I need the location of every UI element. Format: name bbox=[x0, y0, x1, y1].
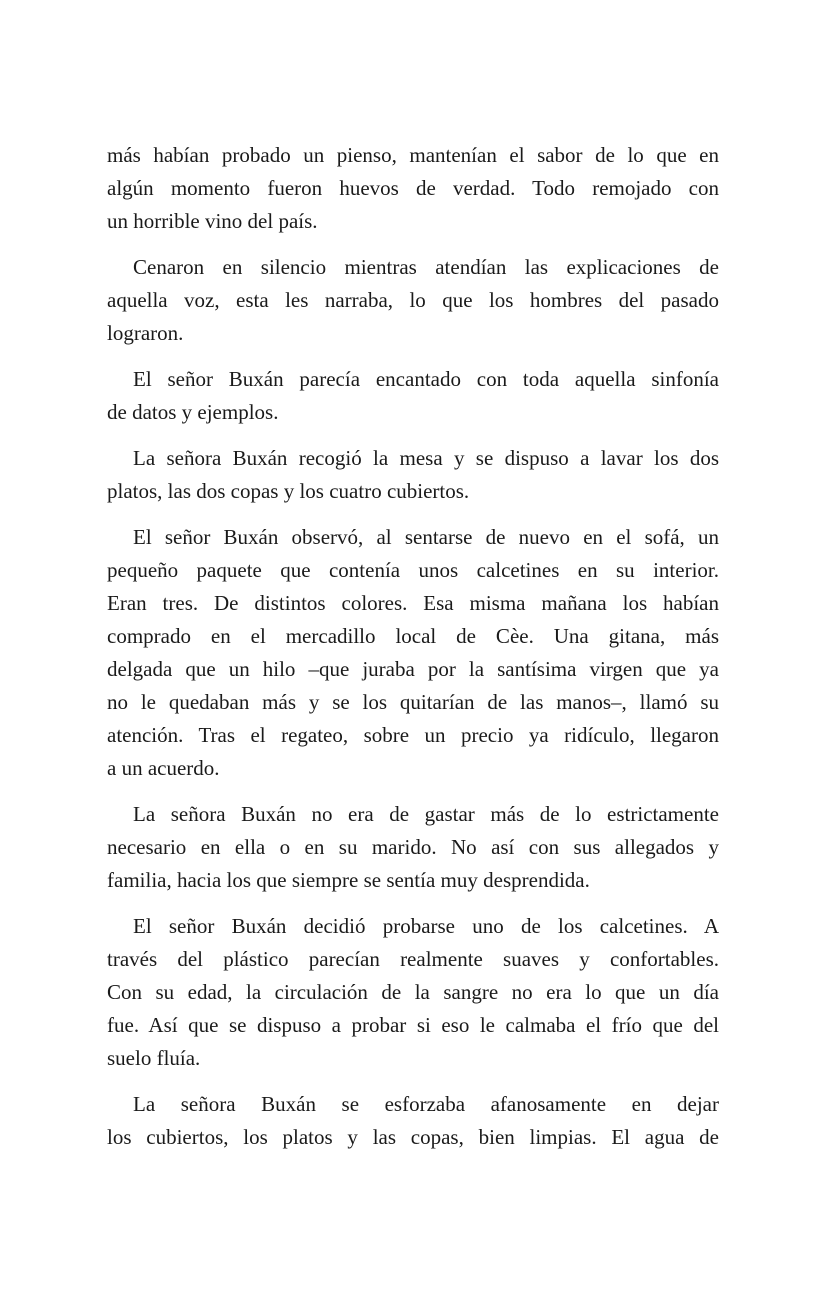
text-line: lograron. bbox=[107, 321, 184, 345]
paragraph bbox=[107, 521, 719, 785]
text-line: familia, hacia los que siempre se sentía muy desprendida. bbox=[107, 868, 590, 892]
paragraph bbox=[107, 1088, 719, 1154]
paragraph bbox=[107, 442, 719, 508]
text-line: El señor Buxán observó, al sentarse de nuevo en el sofá, un bbox=[133, 525, 719, 549]
paragraph bbox=[107, 910, 719, 1075]
text-line: través del plástico parecían realmente suaves y confortables. bbox=[107, 947, 719, 971]
text-line: delgada que un hilo –que juraba por la santísima virgen que ya bbox=[107, 657, 719, 681]
text-line: no le quedaban más y se los quitarían de las manos–, llamó su bbox=[107, 690, 719, 714]
text-line: suelo fluía. bbox=[107, 1046, 201, 1070]
text-line: de datos y ejemplos. bbox=[107, 400, 279, 424]
text-line: algún momento fueron huevos de verdad. Todo remojado con bbox=[107, 176, 719, 200]
text-line: La señora Buxán recogió la mesa y se dispuso a lavar los dos bbox=[133, 446, 719, 470]
text-line: atención. Tras el regateo, sobre un precio ya ridículo, llegaron bbox=[107, 723, 719, 747]
text-line: fue. Así que se dispuso a probar si eso le calmaba el frío que del bbox=[107, 1013, 719, 1037]
text-line: El señor Buxán decidió probarse uno de los calcetines. A bbox=[133, 914, 719, 938]
text-line: a un acuerdo. bbox=[107, 756, 220, 780]
text-line: Eran tres. De distintos colores. Esa misma mañana los habían bbox=[107, 591, 719, 615]
text-line: más habían probado un pienso, mantenían el sabor de lo que en bbox=[107, 143, 719, 167]
text-line: Con su edad, la circulación de la sangre no era lo que un día bbox=[107, 980, 719, 1004]
text-line: comprado en el mercadillo local de Cèe. Una gitana, más bbox=[107, 624, 719, 648]
text-line: platos, las dos copas y los cuatro cubiertos. bbox=[107, 479, 470, 503]
book-page bbox=[107, 139, 719, 1154]
text-line: aquella voz, esta les narraba, lo que los hombres del pasado bbox=[107, 288, 719, 312]
paragraph bbox=[107, 139, 719, 238]
paragraph bbox=[107, 798, 719, 897]
paragraph bbox=[107, 363, 719, 429]
text-line: El señor Buxán parecía encantado con toda aquella sinfonía bbox=[133, 367, 719, 391]
text-line: La señora Buxán se esforzaba afanosamente en dejar bbox=[133, 1092, 719, 1116]
text-line: los cubiertos, los platos y las copas, bien limpias. El agua de bbox=[107, 1125, 719, 1149]
text-line: necesario en ella o en su marido. No así con sus allegados y bbox=[107, 835, 719, 859]
text-line: La señora Buxán no era de gastar más de lo estrictamente bbox=[133, 802, 719, 826]
text-line: Cenaron en silencio mientras atendían las explicaciones de bbox=[133, 255, 719, 279]
text-line: un horrible vino del país. bbox=[107, 209, 318, 233]
text-line: pequeño paquete que contenía unos calcetines en su interior. bbox=[107, 558, 719, 582]
paragraph bbox=[107, 251, 719, 350]
